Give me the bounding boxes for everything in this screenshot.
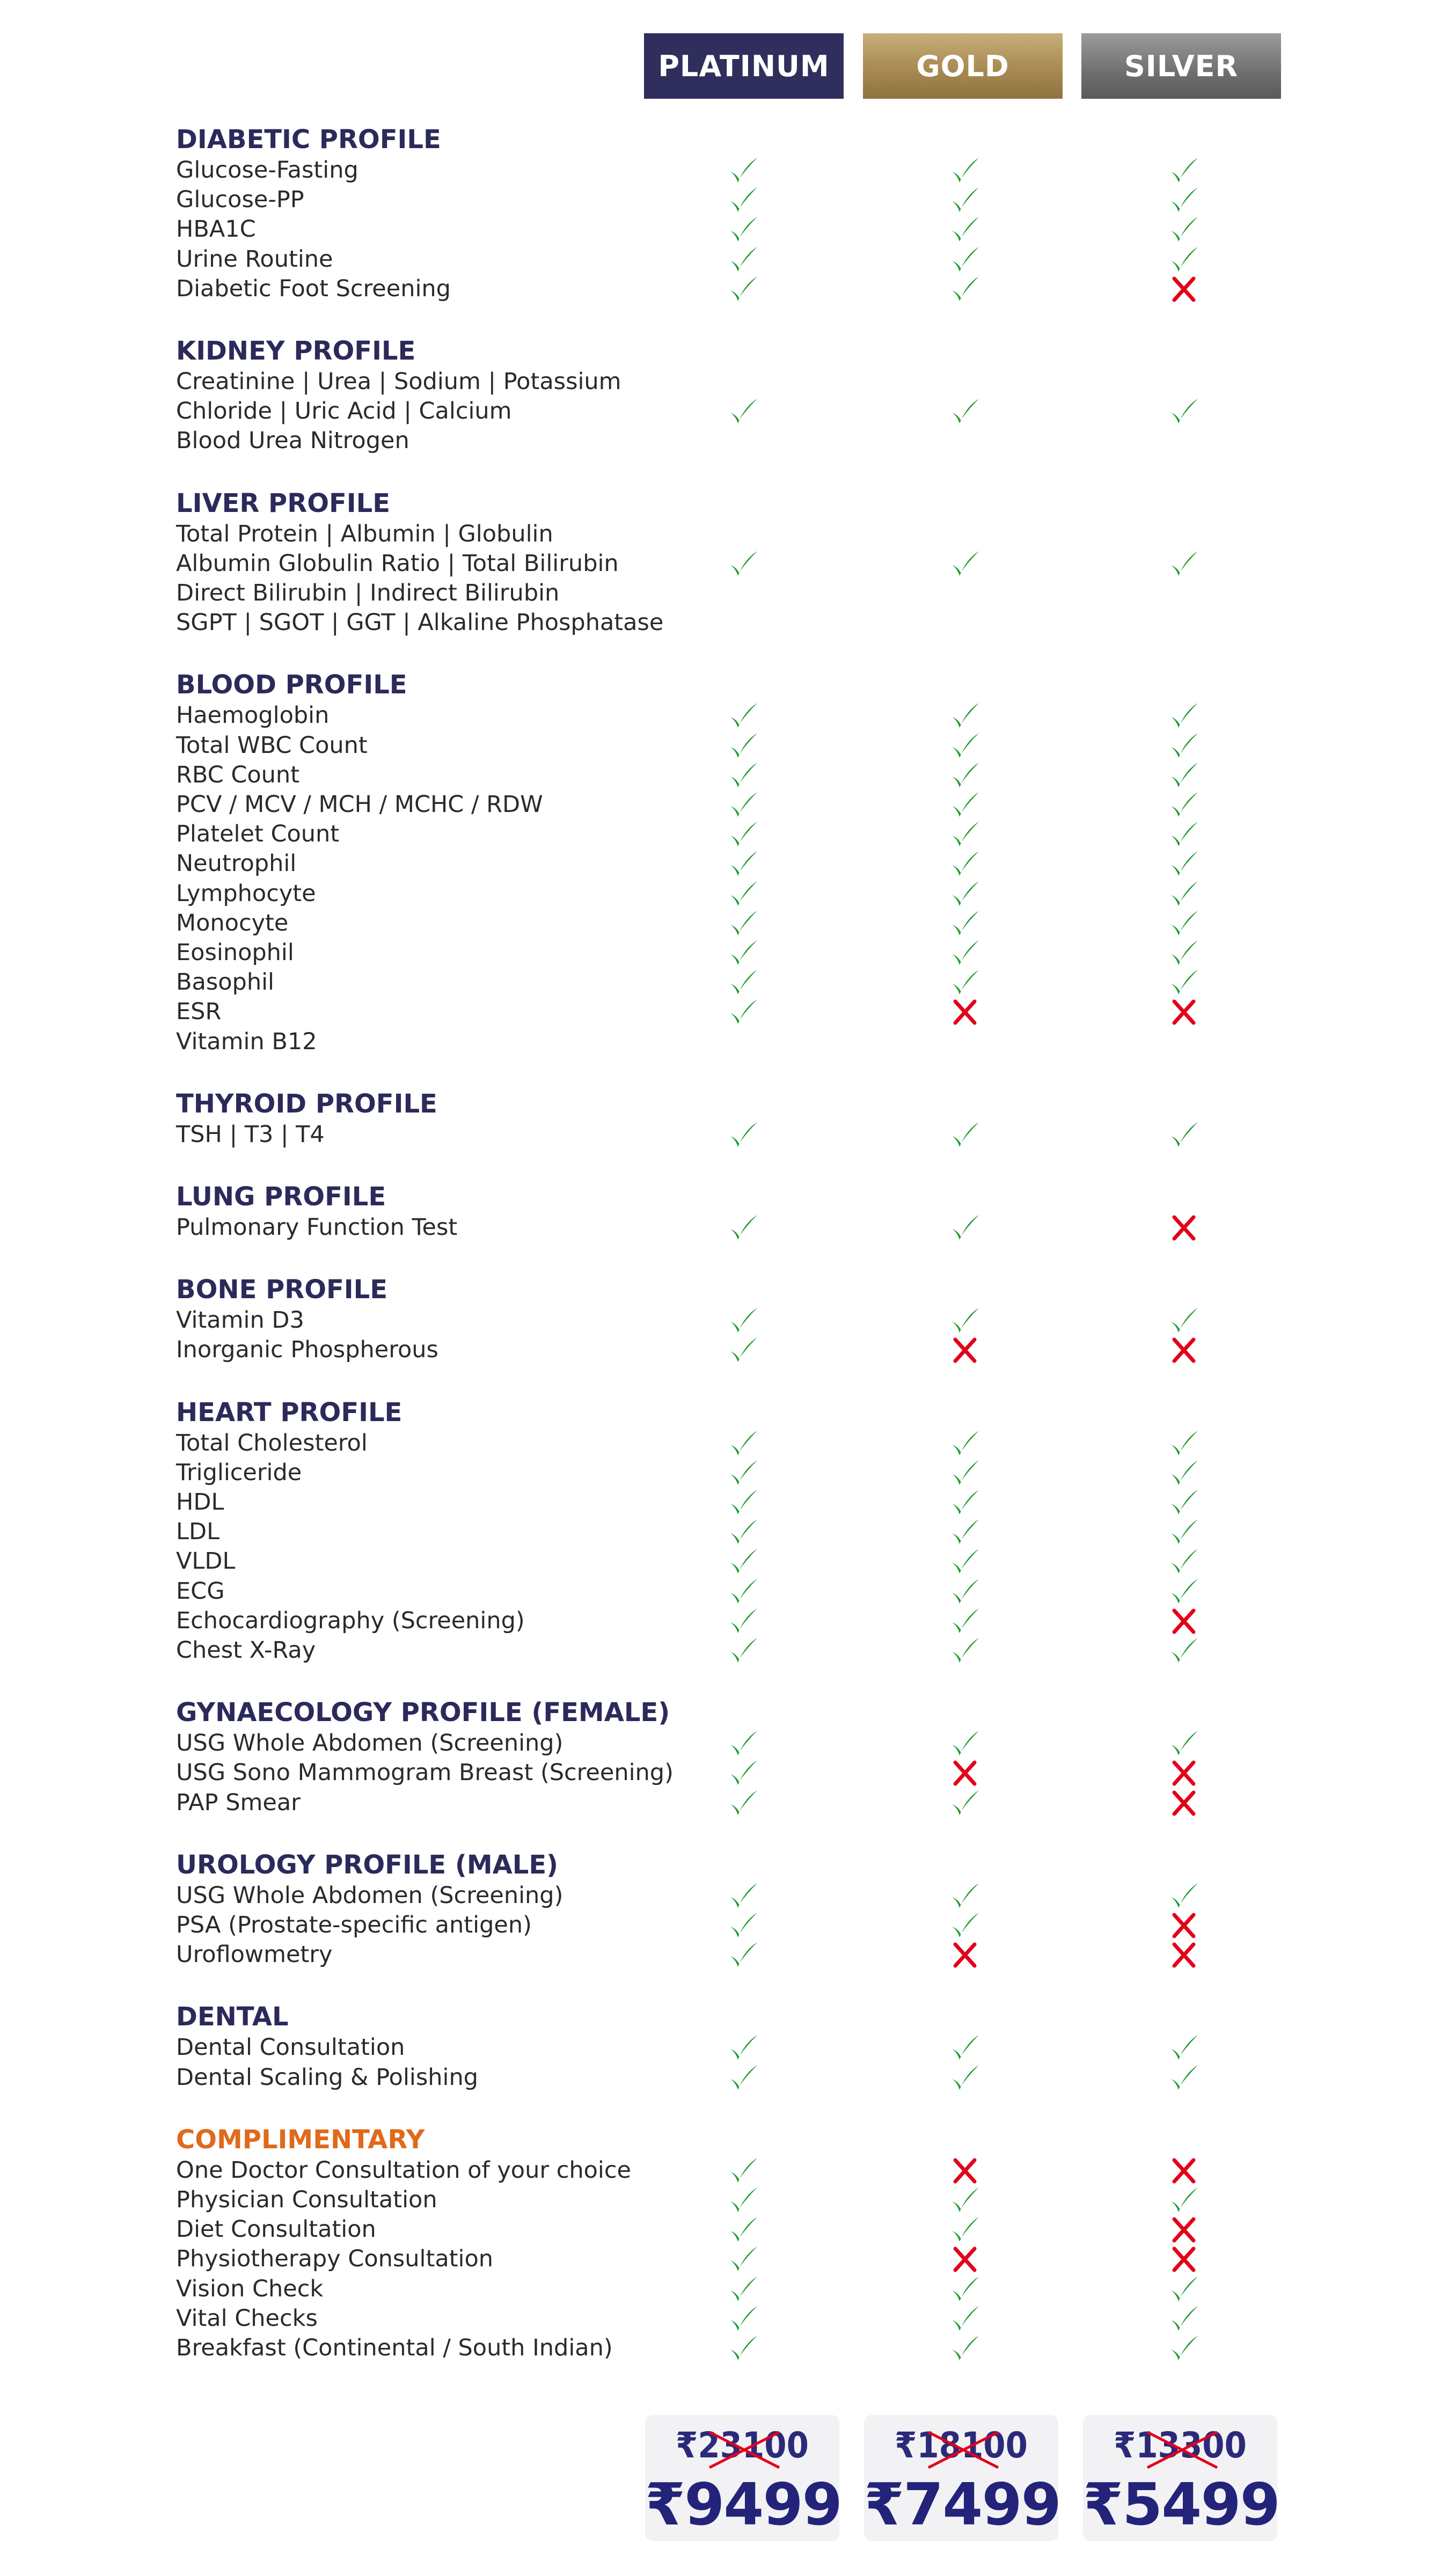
cross-icon — [1168, 1940, 1200, 1970]
test-label: Total Cholesterol — [176, 1429, 368, 1457]
check-icon — [727, 1881, 759, 1911]
check-icon — [1168, 1881, 1200, 1911]
check-icon — [949, 1788, 981, 1818]
check-icon — [727, 1335, 759, 1365]
test-label: Neutrophil — [176, 850, 297, 877]
old-price: ₹13300 — [1083, 2425, 1277, 2466]
check-icon — [1168, 2063, 1200, 2093]
check-icon — [949, 909, 981, 939]
test-label: Chloride | Uric Acid | Calcium — [176, 398, 512, 425]
test-label: PSA (Prostate-specific antigen) — [176, 1912, 532, 1938]
plan-header-platinum — [644, 33, 844, 99]
check-icon — [949, 1458, 981, 1488]
price-box-platinum — [645, 2415, 839, 2541]
strike-mark-icon — [645, 2425, 839, 2473]
check-icon — [1168, 2033, 1200, 2063]
check-icon — [949, 2274, 981, 2304]
check-icon — [727, 997, 759, 1027]
check-icon — [949, 215, 981, 245]
check-icon — [949, 1306, 981, 1336]
check-icon — [949, 938, 981, 968]
check-icon — [727, 1729, 759, 1759]
plan-name: PLATINUM — [658, 49, 830, 83]
check-icon — [949, 397, 981, 427]
old-price: ₹23100 — [645, 2425, 839, 2466]
check-icon — [727, 1606, 759, 1636]
test-label: Eosinophil — [176, 939, 294, 966]
check-icon — [1168, 701, 1200, 731]
test-label: Glucose-PP — [176, 186, 304, 214]
check-icon — [949, 731, 981, 761]
test-label: Total WBC Count — [176, 731, 368, 759]
check-icon — [727, 156, 759, 186]
check-icon — [949, 1911, 981, 1941]
check-icon — [949, 1213, 981, 1243]
test-label: PAP Smear — [176, 1789, 301, 1816]
cross-icon — [949, 1758, 981, 1788]
check-icon — [727, 1758, 759, 1788]
test-label: Chest X-Ray — [176, 1637, 316, 1664]
test-label: LDL — [176, 1518, 220, 1546]
test-label: Blood Urea Nitrogen — [176, 427, 409, 455]
test-label: Pulmonary Function Test — [176, 1214, 458, 1241]
check-icon — [949, 185, 981, 215]
cross-icon — [1168, 274, 1200, 304]
test-label: TSH | T3 | T4 — [176, 1121, 325, 1148]
cross-icon — [1168, 2244, 1200, 2274]
new-price: ₹5499 — [1083, 2471, 1279, 2538]
check-icon — [949, 701, 981, 731]
check-icon — [727, 1120, 759, 1150]
cross-icon — [949, 2244, 981, 2274]
check-icon — [1168, 819, 1200, 850]
check-icon — [727, 245, 759, 275]
check-icon — [949, 156, 981, 186]
check-icon — [949, 760, 981, 791]
check-icon — [949, 1577, 981, 1607]
check-icon — [1168, 397, 1200, 427]
plan-name: GOLD — [916, 49, 1009, 83]
check-icon — [1168, 1120, 1200, 1150]
test-label: One Doctor Consultation of your choice — [176, 2156, 631, 2184]
test-label: Creatinine | Urea | Sodium | Potassium — [176, 368, 621, 395]
check-icon — [727, 2304, 759, 2334]
cross-icon — [1168, 1758, 1200, 1788]
check-icon — [1168, 849, 1200, 879]
test-label: SGPT | SGOT | GGT | Alkaline Phosphatase — [176, 609, 664, 636]
check-icon — [1168, 909, 1200, 939]
check-icon — [949, 819, 981, 850]
section-title: THYROID PROFILE — [176, 1088, 437, 1119]
test-label: Echocardiography (Screening) — [176, 1607, 525, 1634]
check-icon — [727, 185, 759, 215]
check-icon — [727, 2215, 759, 2245]
test-label: Glucose-Fasting — [176, 157, 358, 184]
check-icon — [727, 1213, 759, 1243]
test-label: Lymphocyte — [176, 880, 316, 907]
test-label: Direct Bilirubin | Indirect Bilirubin — [176, 580, 560, 606]
check-icon — [949, 1429, 981, 1459]
section-title: UROLOGY PROFILE (MALE) — [176, 1849, 559, 1880]
check-icon — [949, 790, 981, 820]
check-icon — [949, 1488, 981, 1518]
check-icon — [727, 701, 759, 731]
test-label: USG Whole Abdomen (Screening) — [176, 1730, 564, 1757]
check-icon — [727, 1940, 759, 1970]
section-title: GYNAECOLOGY PROFILE (FEMALE) — [176, 1697, 670, 1728]
check-icon — [1168, 2185, 1200, 2215]
check-icon — [727, 760, 759, 791]
test-label: Total Protein | Albumin | Globulin — [176, 520, 553, 547]
cross-icon — [1168, 1213, 1200, 1243]
check-icon — [949, 1881, 981, 1911]
test-label: Diet Consultation — [176, 2216, 376, 2243]
check-icon — [1168, 1577, 1200, 1607]
check-icon — [727, 2063, 759, 2093]
check-icon — [727, 1911, 759, 1941]
check-icon — [1168, 549, 1200, 579]
section-title: LIVER PROFILE — [176, 488, 391, 518]
check-icon — [949, 849, 981, 879]
check-icon — [727, 1458, 759, 1488]
check-icon — [727, 274, 759, 304]
check-icon — [1168, 1636, 1200, 1666]
section-title: DIABETIC PROFILE — [176, 125, 441, 155]
check-icon — [727, 215, 759, 245]
cross-icon — [949, 2156, 981, 2186]
check-icon — [727, 2185, 759, 2215]
old-price: ₹18100 — [864, 2425, 1058, 2466]
plan-header-silver — [1081, 33, 1281, 99]
check-icon — [1168, 1429, 1200, 1459]
check-icon — [949, 1120, 981, 1150]
check-icon — [727, 909, 759, 939]
check-icon — [727, 968, 759, 998]
check-icon — [1168, 879, 1200, 909]
check-icon — [1168, 1458, 1200, 1488]
cross-icon — [1168, 2156, 1200, 2186]
check-icon — [1168, 968, 1200, 998]
test-label: Basophil — [176, 969, 275, 996]
test-label: Vitamin D3 — [176, 1307, 304, 1334]
cross-icon — [949, 1940, 981, 1970]
check-icon — [727, 1429, 759, 1459]
check-icon — [727, 1547, 759, 1577]
check-icon — [727, 397, 759, 427]
section-title: COMPLIMENTARY — [176, 2124, 425, 2155]
test-label: RBC Count — [176, 761, 300, 788]
plan-header-gold — [863, 33, 1063, 99]
check-icon — [949, 2304, 981, 2334]
check-icon — [727, 1306, 759, 1336]
check-icon — [727, 1788, 759, 1818]
test-label: PCV / MCV / MCH / MCHC / RDW — [176, 791, 543, 818]
section-title: BLOOD PROFILE — [176, 670, 407, 700]
section-title: KIDNEY PROFILE — [176, 336, 416, 366]
cross-icon — [1168, 2215, 1200, 2245]
new-price: ₹9499 — [645, 2471, 841, 2538]
price-box-silver — [1083, 2415, 1277, 2541]
check-icon — [1168, 760, 1200, 791]
test-label: Albumin Globulin Ratio | Total Bilirubin — [176, 550, 619, 577]
strike-mark-icon — [864, 2425, 1058, 2473]
check-icon — [1168, 938, 1200, 968]
test-label: Breakfast (Continental / South Indian) — [176, 2334, 613, 2361]
strike-mark-icon — [1083, 2425, 1277, 2473]
cross-icon — [1168, 1335, 1200, 1365]
price-box-gold — [864, 2415, 1058, 2541]
check-icon — [1168, 245, 1200, 275]
check-icon — [949, 1517, 981, 1547]
cross-icon — [949, 1335, 981, 1365]
check-icon — [727, 2333, 759, 2363]
check-icon — [949, 2215, 981, 2245]
check-icon — [727, 731, 759, 761]
check-icon — [1168, 1547, 1200, 1577]
test-label: Vital Checks — [176, 2304, 318, 2332]
test-label: Diabetic Foot Screening — [176, 275, 451, 302]
check-icon — [949, 549, 981, 579]
section-title: DENTAL — [176, 2002, 289, 2032]
check-icon — [949, 968, 981, 998]
check-icon — [949, 1729, 981, 1759]
check-icon — [1168, 1729, 1200, 1759]
test-label: USG Sono Mammogram Breast (Screening) — [176, 1759, 674, 1787]
test-label: Trigliceride — [176, 1459, 302, 1486]
check-icon — [949, 274, 981, 304]
check-icon — [727, 938, 759, 968]
test-label: Uroflowmetry — [176, 1941, 333, 1968]
check-icon — [949, 2033, 981, 2063]
check-icon — [727, 2274, 759, 2304]
check-icon — [1168, 2304, 1200, 2334]
check-icon — [727, 790, 759, 820]
check-icon — [727, 549, 759, 579]
test-label: Vitamin B12 — [176, 1028, 317, 1055]
check-icon — [727, 1488, 759, 1518]
test-label: Physician Consultation — [176, 2186, 437, 2213]
test-label: Urine Routine — [176, 245, 333, 273]
check-icon — [949, 2333, 981, 2363]
check-icon — [949, 879, 981, 909]
check-icon — [949, 1606, 981, 1636]
section-title: BONE PROFILE — [176, 1275, 388, 1305]
check-icon — [727, 819, 759, 850]
check-icon — [1168, 1488, 1200, 1518]
test-label: Dental Consultation — [176, 2034, 405, 2061]
test-label: Dental Scaling & Polishing — [176, 2063, 478, 2091]
check-icon — [727, 2244, 759, 2274]
check-icon — [949, 1636, 981, 1666]
cross-icon — [1168, 1606, 1200, 1636]
check-icon — [1168, 156, 1200, 186]
test-label: Platelet Count — [176, 821, 340, 848]
test-label: Haemoglobin — [176, 702, 330, 729]
test-label: Vision Check — [176, 2275, 324, 2302]
check-icon — [949, 2185, 981, 2215]
check-icon — [949, 245, 981, 275]
test-label: USG Whole Abdomen (Screening) — [176, 1882, 564, 1909]
check-icon — [727, 849, 759, 879]
check-icon — [727, 1577, 759, 1607]
check-icon — [727, 2156, 759, 2186]
test-label: Monocyte — [176, 909, 289, 936]
section-title: HEART PROFILE — [176, 1397, 402, 1428]
check-icon — [1168, 215, 1200, 245]
test-label: Inorganic Phospherous — [176, 1336, 438, 1364]
check-icon — [1168, 1306, 1200, 1336]
check-icon — [1168, 2274, 1200, 2304]
check-icon — [1168, 1517, 1200, 1547]
test-label: ESR — [176, 998, 222, 1026]
test-label: HDL — [176, 1489, 224, 1516]
check-icon — [949, 1547, 981, 1577]
new-price: ₹7499 — [864, 2471, 1060, 2538]
plan-name: SILVER — [1124, 49, 1239, 83]
cross-icon — [1168, 997, 1200, 1027]
check-icon — [949, 2063, 981, 2093]
check-icon — [1168, 731, 1200, 761]
check-icon — [727, 879, 759, 909]
test-label: HBA1C — [176, 216, 256, 243]
check-icon — [727, 2033, 759, 2063]
test-label: VLDL — [176, 1548, 236, 1575]
cross-icon — [949, 997, 981, 1027]
cross-icon — [1168, 1788, 1200, 1818]
check-icon — [727, 1636, 759, 1666]
check-icon — [1168, 185, 1200, 215]
cross-icon — [1168, 1911, 1200, 1941]
section-title: LUNG PROFILE — [176, 1182, 386, 1212]
check-icon — [1168, 790, 1200, 820]
check-icon — [727, 1517, 759, 1547]
test-label: Physiotherapy Consultation — [176, 2245, 494, 2273]
test-label: ECG — [176, 1577, 225, 1605]
check-icon — [1168, 2333, 1200, 2363]
